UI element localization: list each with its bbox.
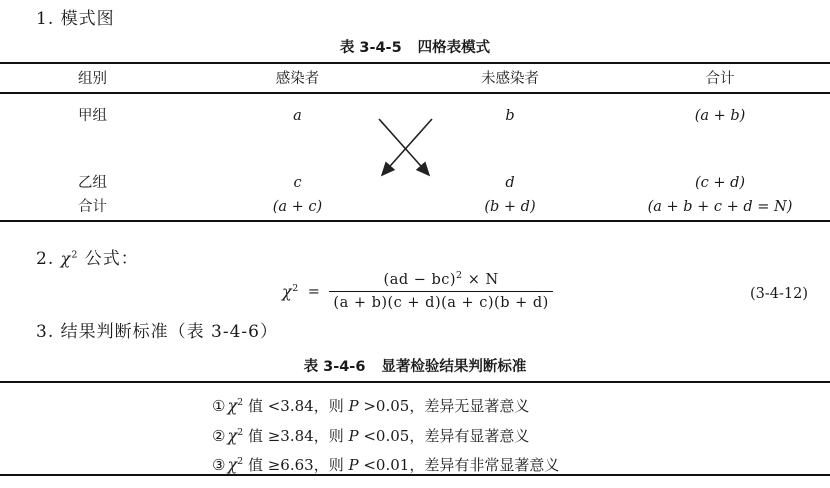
formula-numerator	[329, 272, 552, 291]
item-3-number: ③	[212, 456, 226, 474]
numerator-exponent: 2	[456, 270, 463, 282]
chi-exponent: 2	[237, 426, 244, 438]
table-3-4-5-caption	[0, 36, 830, 57]
table-3-4-6-caption-title: 显著检验结果判断标准	[381, 359, 527, 375]
table-cell: 合计	[78, 199, 107, 215]
criteria-item-3	[212, 450, 559, 480]
chi-symbol: χ	[227, 455, 238, 474]
table-3-4-6-caption-label: 表 3-4-6	[303, 359, 366, 375]
section-2-label: 公式：	[84, 249, 139, 269]
table-cell: 甲组	[78, 108, 107, 124]
table-cell: (a + b + c + d = N)	[647, 199, 793, 215]
formula-lhs	[282, 282, 299, 301]
item-1-condition: 值 <3.84，则	[243, 397, 349, 415]
criteria-item-1	[212, 391, 559, 421]
cross-exchange-arrows-icon	[374, 114, 438, 182]
item-2-condition: 值 ≥3.84，则	[243, 426, 349, 445]
table-cell: a	[293, 108, 302, 124]
item-2-number: ②	[212, 426, 226, 445]
header-cell-not-infected: 未感染者	[481, 71, 539, 87]
chi-exponent: 2	[237, 397, 244, 408]
formula-fraction	[329, 272, 552, 311]
table-cell: d	[505, 175, 515, 191]
section-2-heading	[36, 244, 139, 269]
chi-exponent: 2	[237, 456, 244, 467]
item-1-conclusion: >0.05，差异无显著意义	[358, 397, 530, 415]
table-cell: (b + d)	[484, 199, 536, 215]
table-3-4-5-top-rule	[0, 62, 830, 64]
header-cell-infected: 感染者	[275, 71, 320, 87]
table-3-4-6-top-rule	[0, 381, 830, 383]
table-row-total	[0, 196, 830, 218]
table-3-4-5-caption-title: 四格表模式	[417, 40, 491, 56]
chi-exponent: 2	[71, 249, 79, 261]
chi-symbol: χ	[60, 249, 72, 268]
equation-number: (3-4-12)	[750, 286, 809, 302]
table-cell: 乙组	[78, 175, 107, 191]
section-2-number: 2.	[36, 249, 55, 269]
table-cell: (a + b)	[694, 108, 746, 124]
p-symbol: P	[348, 456, 359, 474]
chi-exponent: 2	[292, 283, 299, 295]
table-3-4-5-header-row	[0, 68, 830, 90]
p-symbol: P	[348, 426, 359, 445]
numerator-rest: × N	[462, 272, 499, 288]
header-cell-group: 组别	[78, 71, 107, 87]
criteria-list	[212, 391, 559, 480]
table-cell: b	[505, 108, 515, 124]
table-3-4-6-caption	[0, 355, 830, 376]
chi-symbol: χ	[227, 396, 238, 415]
numerator-base: (ad − bc)	[383, 272, 457, 288]
equals-sign: =	[307, 283, 321, 300]
item-3-conclusion: <0.01，差异有非常显著意义	[358, 456, 560, 474]
table-cell: c	[293, 175, 302, 191]
item-2-conclusion: <0.05，差异有显著意义	[358, 426, 530, 445]
table-3-4-5-bottom-rule	[0, 220, 830, 222]
table-3-4-5-header-rule	[0, 92, 830, 94]
chi-square-formula	[282, 272, 553, 311]
header-cell-total: 合计	[705, 71, 735, 87]
table-cell: (c + d)	[694, 175, 746, 191]
item-1-number: ①	[212, 397, 226, 415]
section-1-heading: 1. 模式图	[36, 9, 115, 29]
formula-denominator: (a + b)(c + d)(a + c)(b + d)	[329, 291, 552, 311]
p-symbol: P	[348, 397, 359, 415]
criteria-item-2	[212, 421, 559, 451]
chi-symbol: χ	[227, 425, 238, 445]
section-3-heading: 3. 结果判断标准（表 3-4-6）	[36, 322, 278, 342]
table-3-4-5-caption-label: 表 3-4-5	[339, 40, 402, 56]
chi-symbol: χ	[282, 282, 293, 301]
table-cell: (a + c)	[272, 199, 323, 215]
item-3-condition: 值 ≥6.63，则	[243, 456, 349, 474]
